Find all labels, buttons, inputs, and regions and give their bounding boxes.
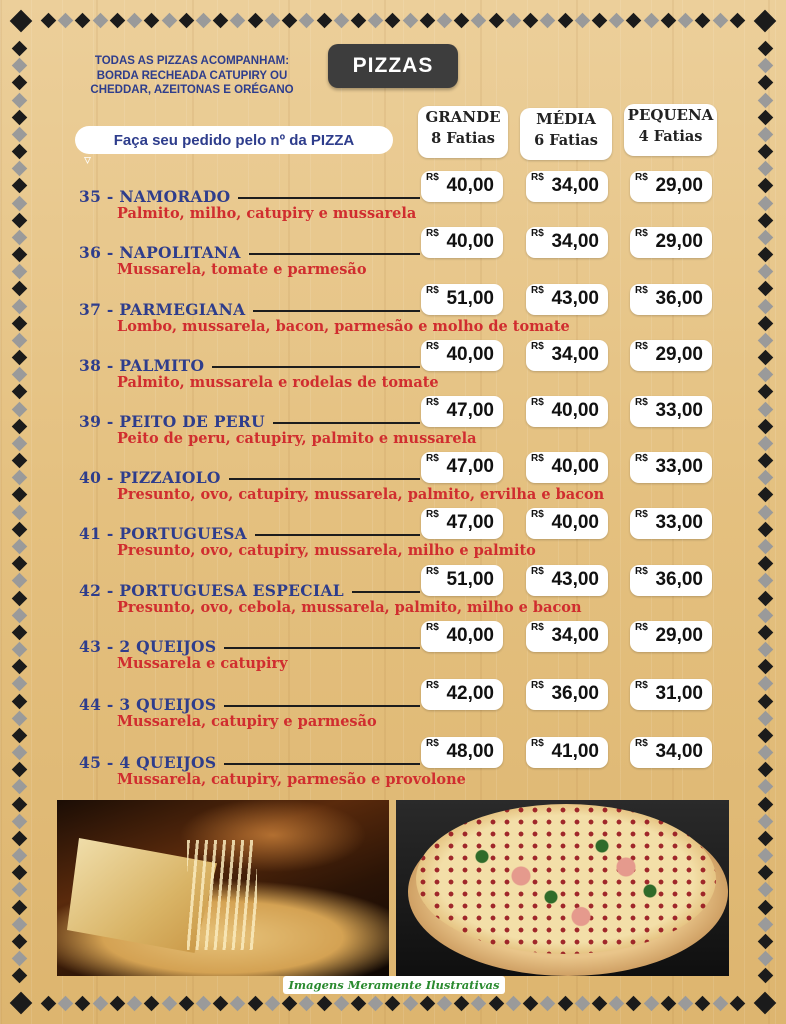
pizza-name: 44 - 3 QUEIJOS [79, 695, 217, 714]
currency-label: R$ [531, 680, 544, 691]
currency-label: R$ [531, 172, 544, 183]
price-value: 40,00 [551, 400, 599, 421]
pizza-description: Presunto, ovo, cebola, mussarela, palmito, milho e bacon [117, 599, 582, 616]
price-tag [526, 737, 608, 768]
pizza-description: Lombo, mussarela, bacon, parmesão e molho de tomate [117, 318, 570, 335]
price-tag [526, 621, 608, 652]
pizza-name: 41 - PORTUGUESA [79, 524, 247, 543]
pizza-description: Mussarela, tomate e parmesão [117, 261, 367, 278]
pizza-title: 4 QUEIJOS [119, 753, 217, 772]
pizza-description: Mussarela e catupiry [117, 655, 288, 672]
currency-label: R$ [635, 453, 648, 464]
price-value: 43,00 [551, 569, 599, 590]
price-value: 40,00 [551, 512, 599, 533]
price-tag [630, 621, 712, 652]
price-tag [421, 565, 503, 596]
price-tag [421, 508, 503, 539]
size-name: GRANDE [425, 108, 501, 126]
price-value: 40,00 [446, 231, 494, 252]
included-note [72, 54, 312, 98]
currency-label: R$ [635, 509, 648, 520]
currency-label: R$ [531, 228, 544, 239]
pizza-title: PALMITO [119, 356, 205, 375]
price-tag [526, 284, 608, 315]
price-value: 41,00 [551, 741, 599, 762]
price-tag [526, 508, 608, 539]
pizza-name: 40 - PIZZAIOLO [79, 468, 221, 487]
currency-label: R$ [426, 509, 439, 520]
currency-label: R$ [531, 397, 544, 408]
pizza-number: 41 [79, 524, 102, 543]
leader-line [255, 534, 420, 536]
currency-label: R$ [635, 566, 648, 577]
price-value: 31,00 [655, 683, 703, 704]
corner-diamond [754, 992, 777, 1015]
price-tag [630, 227, 712, 258]
price-tag [630, 679, 712, 710]
pizza-description: Palmito, mussarela e rodelas de tomate [117, 374, 439, 391]
illustrative-images-note: Imagens Meramente Ilustrativas [283, 976, 505, 994]
price-value: 29,00 [655, 175, 703, 196]
pizza-description: Presunto, ovo, catupiry, mussarela, palmito, ervilha e bacon [117, 486, 605, 503]
price-value: 34,00 [551, 625, 599, 646]
price-value: 40,00 [446, 625, 494, 646]
pizza-name: 42 - PORTUGUESA ESPECIAL [79, 581, 345, 600]
leader-line [224, 647, 420, 649]
size-header-grande [418, 106, 508, 158]
price-value: 40,00 [446, 344, 494, 365]
size-header-media [520, 108, 612, 160]
price-tag [526, 340, 608, 371]
pizza-photo [396, 800, 729, 976]
pizza-description: Presunto, ovo, catupiry, mussarela, milho e palmito [117, 542, 536, 559]
price-tag [421, 396, 503, 427]
currency-label: R$ [426, 397, 439, 408]
price-value: 42,00 [446, 683, 494, 704]
page-title: PIZZAS [328, 44, 458, 88]
size-name: MÉDIA [536, 110, 596, 128]
currency-label: R$ [531, 566, 544, 577]
pizza-number: 45 [79, 753, 102, 772]
price-tag [421, 621, 503, 652]
pizza-title: NAMORADO [119, 187, 231, 206]
leader-line [352, 591, 420, 593]
currency-label: R$ [426, 172, 439, 183]
price-tag [421, 737, 503, 768]
currency-label: R$ [635, 680, 648, 691]
pizza-name: 43 - 2 QUEIJOS [79, 637, 217, 656]
price-value: 33,00 [655, 400, 703, 421]
leader-line [224, 763, 420, 765]
pizza-name: 37 - PARMEGIANA [79, 300, 246, 319]
price-value: 47,00 [446, 456, 494, 477]
pizza-name: 39 - PEITO DE PERU [79, 412, 265, 431]
currency-label: R$ [531, 453, 544, 464]
currency-label: R$ [531, 341, 544, 352]
size-slices: 8 Fatias [431, 130, 495, 147]
currency-label: R$ [635, 341, 648, 352]
pizza-name: 45 - 4 QUEIJOS [79, 753, 217, 772]
leader-line [238, 197, 420, 199]
pizza-number: 38 [79, 356, 102, 375]
price-tag [421, 227, 503, 258]
arrow-down-icon: ▿ [84, 152, 92, 168]
currency-label: R$ [635, 285, 648, 296]
pizza-description: Palmito, milho, catupiry e mussarela [117, 205, 417, 222]
pizza-description: Mussarela, catupiry e parmesão [117, 713, 377, 730]
price-tag [526, 396, 608, 427]
pizza-title: PARMEGIANA [119, 300, 246, 319]
pizza-number: 42 [79, 581, 102, 600]
pizza-description: Mussarela, catupiry, parmesão e provolone [117, 771, 466, 788]
pizza-number: 44 [79, 695, 102, 714]
pizza-number: 39 [79, 412, 102, 431]
pizza-description: Peito de peru, catupiry, palmito e mussarela [117, 430, 477, 447]
price-tag [421, 171, 503, 202]
price-tag [630, 737, 712, 768]
price-tag [421, 340, 503, 371]
included-note-line: TODAS AS PIZZAS ACOMPANHAM: [94, 55, 290, 67]
price-tag [630, 565, 712, 596]
price-tag [630, 396, 712, 427]
price-tag [630, 340, 712, 371]
price-value: 34,00 [655, 741, 703, 762]
price-tag [421, 452, 503, 483]
price-value: 47,00 [446, 400, 494, 421]
price-tag [526, 679, 608, 710]
currency-label: R$ [426, 228, 439, 239]
leader-line [273, 422, 420, 424]
bottom-border [40, 995, 746, 1013]
currency-label: R$ [426, 453, 439, 464]
pizza-title: PEITO DE PERU [119, 412, 265, 431]
price-tag [630, 508, 712, 539]
currency-label: R$ [426, 680, 439, 691]
included-note-line: BORDA RECHEADA CATUPIRY OU [96, 69, 288, 82]
pizza-name: 35 - NAMORADO [79, 187, 231, 206]
currency-label: R$ [531, 738, 544, 749]
price-value: 34,00 [551, 231, 599, 252]
included-note-line: CHEDDAR, AZEITONAS E ORÉGANO [90, 84, 294, 96]
size-header-pequena [624, 104, 717, 156]
currency-label: R$ [426, 738, 439, 749]
currency-label: R$ [531, 622, 544, 633]
price-tag [526, 171, 608, 202]
currency-label: R$ [635, 228, 648, 239]
price-value: 36,00 [655, 569, 703, 590]
currency-label: R$ [531, 509, 544, 520]
pizza-title: NAPOLITANA [119, 243, 241, 262]
currency-label: R$ [635, 172, 648, 183]
price-value: 33,00 [655, 456, 703, 477]
leader-line [212, 366, 420, 368]
pizza-number: 40 [79, 468, 102, 487]
size-slices: 6 Fatias [534, 132, 598, 149]
corner-diamond [10, 992, 33, 1015]
price-value: 36,00 [551, 683, 599, 704]
price-value: 29,00 [655, 625, 703, 646]
corner-diamond [10, 10, 33, 33]
currency-label: R$ [635, 622, 648, 633]
pizza-title: PIZZAIOLO [119, 468, 221, 487]
pizza-number: 43 [79, 637, 102, 656]
cheese-slice-photo [57, 800, 389, 976]
price-tag [421, 679, 503, 710]
pizza-number: 35 [79, 187, 102, 206]
pizza-name: 36 - NAPOLITANA [79, 243, 241, 262]
currency-label: R$ [635, 738, 648, 749]
price-value: 40,00 [446, 175, 494, 196]
price-value: 40,00 [551, 456, 599, 477]
currency-label: R$ [426, 285, 439, 296]
price-tag [421, 284, 503, 315]
top-border [40, 12, 746, 30]
price-value: 34,00 [551, 344, 599, 365]
price-value: 51,00 [446, 288, 494, 309]
currency-label: R$ [531, 285, 544, 296]
pizza-title: 3 QUEIJOS [119, 695, 217, 714]
order-instruction: Faça seu pedido pelo nº da PIZZA [75, 126, 393, 154]
price-value: 33,00 [655, 512, 703, 533]
leader-line [224, 705, 420, 707]
currency-label: R$ [426, 566, 439, 577]
price-tag [630, 452, 712, 483]
price-tag [526, 452, 608, 483]
corner-diamond [754, 10, 777, 33]
pizza-title: PORTUGUESA ESPECIAL [119, 581, 345, 600]
size-slices: 4 Fatias [638, 128, 703, 145]
leader-line [249, 253, 420, 255]
size-name: PEQUENA [627, 106, 714, 124]
price-value: 47,00 [446, 512, 494, 533]
leader-line [229, 478, 420, 480]
currency-label: R$ [426, 622, 439, 633]
price-value: 51,00 [446, 569, 494, 590]
price-tag [526, 565, 608, 596]
price-tag [526, 227, 608, 258]
price-value: 29,00 [655, 231, 703, 252]
price-value: 36,00 [655, 288, 703, 309]
leader-line [253, 310, 420, 312]
pizza-number: 36 [79, 243, 102, 262]
price-value: 29,00 [655, 344, 703, 365]
price-value: 48,00 [446, 741, 494, 762]
currency-label: R$ [635, 397, 648, 408]
pizza-title: 2 QUEIJOS [119, 637, 217, 656]
pizza-title: PORTUGUESA [119, 524, 247, 543]
price-value: 34,00 [551, 175, 599, 196]
price-value: 43,00 [551, 288, 599, 309]
price-tag [630, 171, 712, 202]
pizza-number: 37 [79, 300, 102, 319]
currency-label: R$ [426, 341, 439, 352]
pizza-name: 38 - PALMITO [79, 356, 205, 375]
price-tag [630, 284, 712, 315]
